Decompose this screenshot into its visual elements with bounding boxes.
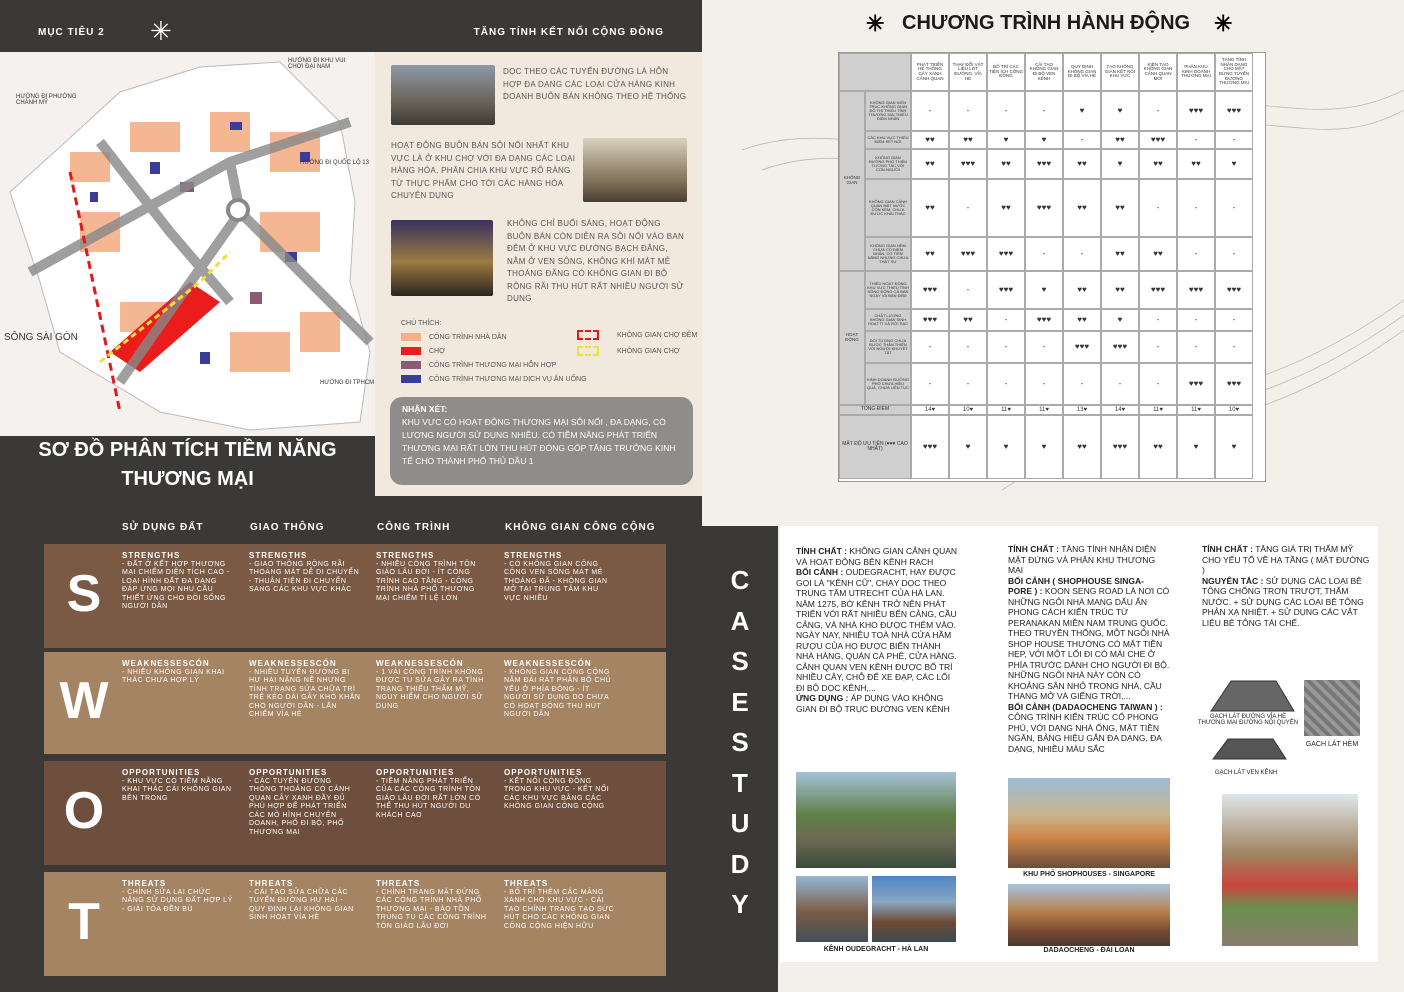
table-col-header: PHÂN KHU KINH DOANH THƯƠNG MẠI	[1177, 53, 1215, 91]
swot-cell-text: - CHÍNH SỬA LẠI CHỨC NĂNG SỬ DỤNG ĐẤT HỢP LÝ - GIẢI TỎA ĐỀN BÙ	[122, 888, 233, 913]
legend-swatch	[401, 347, 421, 355]
table-cell: ♥	[987, 131, 1025, 149]
swot-cell-heading: STRENGTHS	[504, 551, 563, 560]
swot-cell-text: - 1 VÀI CÔNG TRÌNH KHÔNG ĐƯỢC TU SỬA GÂY RA TÌNH TRẠNG THIẾU THẨM MỸ, NGUY HIỂM CHO NGƯỜI SỬ DỤNG	[376, 668, 484, 710]
swot-section	[0, 496, 778, 992]
table-cell: ♥♥♥	[987, 271, 1025, 309]
paving-1-drawing	[1206, 676, 1296, 716]
map-label-dai-nam: HƯỚNG ĐI KHU VUI CHƠI ĐẠI NAM	[288, 58, 346, 70]
table-cell: -	[987, 309, 1025, 331]
table-total-cell: 11♥	[1025, 405, 1063, 415]
swot-cell	[122, 880, 234, 914]
legend-item: CÔNG TRÌNH THƯƠNG MẠI DỊCH VỤ ĂN UỐNG	[401, 375, 701, 383]
table-cell: ♥♥♥	[949, 149, 987, 179]
table-cell: -	[949, 91, 987, 131]
swot-letter: T	[68, 893, 100, 951]
section-header-bar	[0, 0, 702, 52]
case-3-text: TÍNH CHẤT : TĂNG GIÁ TRỊ THẨM MỸ CHO YẾU TỐ VỀ HẠ TẦNG ( MẶT ĐƯỜNG ) NGUYÊN TẮC : SỬ DỤNG CÁC LOẠI BÊ TÔNG CHỐNG TRƠN TRƯỢT, THẤM NƯỚC. + SỬ DỤNG CÁC LOẠI BÊ TÔNG PHẢN XẠ NHIỆT. + SỬ DỤNG CÁC VẬT LIỆU BÊ TÔNG TÁI CHẾ.	[1202, 544, 1370, 628]
table-cell: -	[1177, 131, 1215, 149]
table-cell: ♥♥	[1177, 149, 1215, 179]
swot-cell-text: - BỐ TRÍ THÊM CÁC MẢNG XANH CHO KHU VỰC - CẢI TẠO CHỈNH TRANG TẠO SỨC HÚT CHO CÁC KHÔNG GIAN CÔNG CỘNG HIỆN HỮU	[504, 888, 615, 930]
swot-cell	[249, 769, 361, 837]
swot-cell-heading: WEAKNESSESCÓN	[504, 659, 592, 668]
table-cell: -	[911, 331, 949, 363]
swot-letter: W	[59, 672, 109, 730]
table-priority-cell: ♥♥	[1063, 415, 1101, 479]
case-2-caption-1: KHU PHỐ SHOPHOUSES - SINGAPORE	[1023, 871, 1155, 878]
swot-cell-heading: THREATS	[249, 879, 294, 888]
swot-band-s	[44, 544, 666, 648]
table-grid	[838, 52, 1266, 482]
swot-cell-text: - NHIỀU TUYẾN ĐƯỜNG BỊ HƯ HẠI NẶNG NỀ NHƯNG TÌNH TRẠNG SỬA CHỮA TRÌ TRỆ KÉO DÀI GÂY KHÓ KHĂN CHO NGƯỜI DÂN - LẤN CHIẾM VỈA HÈ	[249, 668, 361, 718]
table-cell: -	[1177, 309, 1215, 331]
table-total-cell: 11♥	[1139, 405, 1177, 415]
table-total-cell: 11♥	[1177, 405, 1215, 415]
swot-cell	[504, 552, 616, 603]
night-market-swatch	[577, 330, 599, 340]
table-total-cell: 10♥	[1215, 405, 1253, 415]
paving-caption-1: GẠCH LÁT ĐƯỜNG VỈA HÈ THƯƠNG MẠI ĐƯỜNG NỘI QUYỀN	[1197, 714, 1299, 726]
remark-box	[390, 397, 693, 485]
canal-photo-1	[796, 876, 868, 942]
paving-caption-2: GẠCH LÁT HÈM	[1305, 741, 1359, 748]
col-header: SỬ DỤNG ĐẤT	[122, 522, 204, 533]
swot-cell-heading: THREATS	[376, 879, 421, 888]
swot-cell-heading: STRENGTHS	[376, 551, 435, 560]
goal-label: MỤC TIÊU 2	[38, 27, 105, 38]
market-swatch	[577, 346, 599, 356]
table-cell: -	[1139, 331, 1177, 363]
table-cell: -	[1215, 309, 1253, 331]
table-cell: ♥	[1215, 149, 1253, 179]
table-cell: ♥♥♥	[1025, 179, 1063, 237]
table-cell: -	[949, 331, 987, 363]
table-priority-cell: ♥	[987, 415, 1025, 479]
table-col-header: TĂNG TÍNH NHẬN DẠNG CHO MẶT ĐỨNG TUYẾN ĐƯỜNG THƯƠNG MẠI	[1215, 53, 1253, 91]
legend-item: CÔNG TRÌNH THƯƠNG MẠI HỖN HỢP	[401, 361, 701, 369]
commerce-map	[0, 52, 375, 436]
table-cell: -	[911, 363, 949, 405]
table-cell: -	[987, 91, 1025, 131]
table-cell: ♥	[1101, 149, 1139, 179]
table-cell: -	[1025, 237, 1063, 271]
swot-cell-text: - GIAO THÔNG RỘNG RÃI THOÁNG MÁT DỄ DI CHUYỂN - THUẬN TIỆN ĐI CHUYỂN SANG CÁC KHU VỰC KHÁC	[249, 560, 360, 593]
table-total-cell: 14♥	[911, 405, 949, 415]
action-table	[838, 52, 1266, 482]
action-program-section	[702, 0, 1404, 526]
swot-cell-text: - KHU VỰC CÓ TIỀM NĂNG KHAI THÁC CÁI KHÔNG GIAN BÊN TRONG	[122, 777, 232, 802]
shophouse-photo	[1008, 778, 1170, 868]
case-2-caption-2: DADAOCHENG - ĐÀI LOAN	[1043, 947, 1135, 954]
swot-cell	[376, 660, 488, 711]
table-cell: -	[1215, 131, 1253, 149]
table-cell: ♥♥	[1063, 309, 1101, 331]
swot-cell	[376, 769, 488, 820]
table-cell: -	[1139, 179, 1177, 237]
table-cell: ♥♥	[949, 131, 987, 149]
table-cell: -	[1177, 179, 1215, 237]
swot-band-t	[44, 872, 666, 976]
table-cell: -	[1025, 363, 1063, 405]
table-cell: ♥♥♥	[911, 309, 949, 331]
swot-cell-text: - CÓ KHÔNG GIAN CÔNG CỘNG VEN SÔNG MÁT MẺ THOÁNG ĐÃ - KHÔNG GIAN MỞ TẠI TRUNG TÂM KHU VỰC NHIỀU	[504, 560, 608, 602]
paving-caption-3: GẠCH LÁT VEN KÊNH	[1214, 770, 1278, 776]
swot-band-o	[44, 761, 666, 865]
panel-text-1: DỌC THEO CÁC TUYẾN ĐƯỜNG LÀ HỖN HỢP ĐA DẠNG CÁC LOẠI CỬA HÀNG KINH DOANH BUÔN BÁN KHÔNG THEO HỆ THỐNG	[503, 67, 687, 101]
map-title: SƠ ĐỒ PHÂN TÍCH TIỀM NĂNG THƯƠNG MẠI	[0, 436, 375, 496]
table-cell: -	[1215, 331, 1253, 363]
table-col-header: BỐ TRÍ CÁC TIỆN ÍCH CỘNG ĐỒNG	[987, 53, 1025, 91]
table-col-header: PHÁT TRIỂN HỆ THỐNG CÂY XANH CẢNH QUAN	[911, 53, 949, 91]
swot-letter: S	[66, 565, 102, 623]
swot-cell	[249, 660, 361, 720]
table-row-label: CÁC KHU VỰC THIẾU ĐIỂM KẾT NỐI	[865, 131, 911, 149]
col-header: KHÔNG GIAN CÔNG CỘNG	[505, 522, 656, 533]
table-cell: -	[1215, 237, 1253, 271]
table-cell: ♥♥♥	[1025, 309, 1063, 331]
case-studies-card	[780, 526, 1378, 962]
table-cell: -	[949, 271, 987, 309]
case-study-vertical-title: CASESTUDY	[730, 565, 750, 919]
table-priority-cell: ♥♥♥	[1101, 415, 1139, 479]
legend-swatch	[401, 333, 421, 341]
table-cell: -	[1215, 179, 1253, 237]
map-label-river: SÔNG SÀI GÒN	[4, 332, 78, 343]
table-cell: -	[1063, 131, 1101, 149]
legend-item: CÔNG TRÌNH NHÀ DÂN	[401, 333, 701, 341]
map-label-chanh-my: HƯỚNG ĐI PHƯỜNG CHÁNH MỸ	[16, 94, 77, 106]
asterisk-icon: ✳	[1214, 11, 1233, 36]
swot-cell-heading: OPPORTUNITIES	[122, 768, 201, 777]
swot-cell-text: - CẢI TẠO SỬA CHỮA CÁC TUYẾN ĐƯỜNG HƯ HẠI - QUY ĐỊNH LẠI KHÔNG GIAN SINH HOẠT VỈA HÈ	[249, 888, 354, 921]
table-col-header: KIẾN TẠO KHÔNG GIAN CẢNH QUAN MỚI	[1139, 53, 1177, 91]
table-total-label: TỔNG ĐIỂM	[839, 405, 911, 415]
table-cell: -	[1101, 363, 1139, 405]
table-cell: -	[987, 331, 1025, 363]
swot-cell-heading: STRENGTHS	[249, 551, 308, 560]
table-cell: ♥♥♥	[1215, 363, 1253, 405]
goal-title: TĂNG TÍNH KẾT NỐI CỘNG ĐỒNG	[473, 27, 664, 38]
case-2-text: TÍNH CHẤT : TĂNG TÍNH NHẬN DIỆN MẶT ĐỨNG VÀ PHÂN KHU THƯƠNG MẠI BỐI CẢNH ( SHOPHOUSE SINGA- PORE ) : KOON SENG ROAD LÀ NƠI CÓ NHỮNG NGÔI NHÀ MANG DẤU ẤN PHONG CÁCH KIẾN TRÚC TỪ PERANAKAN MIỀN NAM TRUNG QUỐC. THEO TRUYỀN THỐNG, MỘT NGÔI NHÀ SHOP HOUSE THƯỜNG CÓ MẶT TIỀN HẸP, VỚI MỘT LỐI ĐI CÓ MÁI CHE Ở PHÍA TRƯỚC DÀNH CHO NGƯỜI ĐI BỘ. NHỮNG NGÔI NHÀ NÀY CÒN CÓ KHOẢNG SÂN NHỎ TRONG NHÀ, CẦU THANG MỞ VÀ GIẾNG TRỜI,... BỐI CẢNH (DADAOCHENG TAIWAN ) : CÔNG TRÌNH KIẾN TRÚC CỔ PHONG PHÚ, VỚI DẠNG NHÀ ỐNG, MẶT TIỀN NGĂN, BẢNG HIỆU GẮN ĐA DẠNG, ĐA DẠNG, NHIỀU MÀU SẮC	[1008, 544, 1170, 754]
table-cell: ♥♥♥	[987, 237, 1025, 271]
swot-cell	[122, 769, 234, 803]
table-cell: ♥♥♥	[911, 271, 949, 309]
swot-cell-heading: OPPORTUNITIES	[376, 768, 455, 777]
table-cell: ♥♥	[1101, 131, 1139, 149]
swot-cell	[504, 769, 616, 812]
table-cell: ♥♥	[1101, 179, 1139, 237]
legend-night-market: KHÔNG GIAN CHỢ ĐÊM	[577, 330, 697, 340]
table-row-label: CHẤT LƯỢNG KHÔNG GIAN SINH HOẠT ÍT VÀ RỜI RẠC	[865, 309, 911, 331]
col-header: GIAO THÔNG	[250, 522, 325, 533]
swot-cell-text: - ĐẤT Ở KẾT HỢP THƯƠNG MẠI CHIẾM DIỆN TÍCH CAO - LOẠI HÌNH ĐẤT ĐA DẠNG ĐÁP ỨNG MỌI NHU CẦU THIẾT ỨNG CHO ĐÔI SỐNG NGƯỜI DÂN	[122, 560, 230, 610]
panel-text-2: HOẠT ĐỘNG BUÔN BÁN SÔI NỔI NHẤT KHU VỰC LÀ Ở KHU CHỢ VỚI ĐA DẠNG CÁC LOẠI HÀNG HÓA, PHÂN CHIA KHU VỰC RÕ RÀNG TỪ THỰC PHẨM CHO TỚI CÁC HÀNG HÓA CHUYÊN DỤNG	[391, 141, 576, 200]
asterisk-icon: ✳	[150, 16, 172, 46]
table-cell: ♥♥♥	[1177, 363, 1215, 405]
legend-swatch	[401, 361, 421, 369]
table-cell: -	[911, 91, 949, 131]
table-col-header: TẠO KHÔNG GIAN KẾT NỐI KHU VỰC	[1101, 53, 1139, 91]
legend-market: KHÔNG GIAN CHỢ	[577, 346, 680, 356]
table-cell: ♥♥	[1063, 271, 1101, 309]
table-total-cell: 11♥	[987, 405, 1025, 415]
swot-cell-heading: WEAKNESSESCÓN	[376, 659, 464, 668]
table-group-label: HOẠT ĐỘNG	[839, 271, 865, 405]
table-cell: -	[949, 179, 987, 237]
table-cell: -	[1139, 363, 1177, 405]
table-cell: ♥♥	[1101, 271, 1139, 309]
swot-cell-text: - NHIỀU CÔNG TRÌNH TÔN GIÁO LÂU ĐỜI - ÍT CÔNG TRÌNH CAO TẦNG - CÔNG TRÌNH NHÀ PHỐ THƯƠNG MẠI CHIẾM TỈ LỆ LỚN	[376, 560, 476, 602]
swot-cell	[122, 552, 234, 612]
swot-band-w	[44, 652, 666, 754]
swot-cell-text: - KẾT NỐI CỘNG ĐỒNG TRONG KHU VỰC - KẾT NỐI CÁC KHU VỰC BẰNG CÁC KHÔNG GIAN CÔNG CỘNG	[504, 777, 610, 810]
action-title: CHƯƠNG TRÌNH HÀNH ĐỘNG	[902, 12, 1191, 34]
table-cell: -	[1025, 331, 1063, 363]
table-cell: ♥♥♥	[949, 237, 987, 271]
table-cell: ♥	[1025, 131, 1063, 149]
table-col-header: THAY ĐỔI VẬT LIỆU LÓT ĐƯỜNG, VỈA HÈ	[949, 53, 987, 91]
swot-cell-heading: WEAKNESSESCÓN	[249, 659, 337, 668]
table-row-label: KHÔNG GIAN CẢNH QUAN MẶT NƯỚC CÒN KÉM, CHƯA ĐƯỢC KHAI THÁC	[865, 179, 911, 237]
night-market-photo	[391, 220, 493, 296]
table-cell: ♥	[1063, 91, 1101, 131]
swot-cell-text: - NHIỀU KHÔNG GIAN KHAI THÁC CHƯA HỢP LÝ	[122, 668, 225, 684]
table-cell: ♥♥	[911, 237, 949, 271]
table-cell: ♥♥♥	[1215, 91, 1253, 131]
table-total-cell: 13♥	[1063, 405, 1101, 415]
swot-cell	[249, 552, 361, 595]
swot-cell-heading: STRENGTHS	[122, 551, 181, 560]
table-col-header: QUY ĐỊNH KHÔNG GIAN ĐI BỘ VỈA HÈ	[1063, 53, 1101, 91]
panel-text-3: KHÔNG CHỈ BUỔI SÁNG, HOẠT ĐỘNG BUÔN BÁN CÒN DIỄN RA SÔI NỔI VÀO BAN ĐÊM Ở KHU VỰC ĐƯỜNG BẠCH ĐẰNG, NẰM Ở VEN SÔNG, KHÔNG KHÍ MÁT MẺ THOÁNG ĐÃNG CÓ KHÔNG GIAN ĐI BỘ RỘNG RÃI THU HÚT RẤT NHIỀU NGƯỜI SỬ DỤNG	[507, 219, 685, 303]
table-cell: -	[1063, 363, 1101, 405]
paving-3-drawing	[1208, 734, 1288, 764]
table-cell: -	[1177, 237, 1215, 271]
table-cell: -	[949, 363, 987, 405]
table-cell: ♥♥♥	[1139, 271, 1177, 309]
table-row-label: KHÔNG GIAN HÈM CHƯA CÓ ĐIỂM NHẤN, CÓ TIỀM NĂNG NHƯNG CHƯA THẬT SỰ	[865, 237, 911, 271]
map-label-ql13: HƯỚNG ĐI QUỐC LỘ 13	[300, 160, 369, 166]
swot-cell	[504, 660, 616, 720]
table-cell: -	[1063, 237, 1101, 271]
table-cell: ♥♥	[911, 131, 949, 149]
swot-cell-heading: OPPORTUNITIES	[249, 768, 328, 777]
table-priority-cell: ♥	[1215, 415, 1253, 479]
table-cell: ♥♥	[987, 149, 1025, 179]
table-cell: ♥♥♥	[1025, 149, 1063, 179]
dadaocheng-photo	[1008, 884, 1170, 946]
table-total-cell: 14♥	[1101, 405, 1139, 415]
table-col-header: CẢI TẠO KHÔNG GIAN ĐI BỘ VEN KÊNH	[1025, 53, 1063, 91]
case-1-caption: KÊNH OUDEGRACHT - HÀ LAN	[823, 946, 929, 953]
table-cell: ♥♥♥	[1063, 331, 1101, 363]
table-cell: ♥♥	[949, 309, 987, 331]
table-corner	[839, 53, 911, 91]
table-cell: ♥♥♥	[1177, 271, 1215, 309]
case-studies	[778, 526, 1404, 992]
table-total-cell: 10♥	[949, 405, 987, 415]
swot-cell	[504, 880, 616, 931]
swot-cell	[122, 660, 234, 686]
swot-cell	[376, 880, 488, 931]
street-paving-photo	[1222, 794, 1358, 946]
table-cell: ♥♥	[1139, 149, 1177, 179]
table-cell: ♥	[1101, 309, 1139, 331]
swot-cell-text: - CÁC TUYẾN ĐƯỜNG THÔNG THOÁNG CÓ CẢNH QUAN CÂY XANH ĐẦY ĐỦ PHÙ HỢP ĐỂ PHÁT TRIỂN CÁC MÔ HÌNH CHUYÊN DOANH, PHỐ ĐI BỘ, PHỐ THƯƠNG MẠI	[249, 777, 351, 836]
table-cell: -	[1177, 331, 1215, 363]
swot-cell-heading: THREATS	[504, 879, 549, 888]
map-label-tphcm: HƯỚNG ĐI TPHCM	[320, 380, 375, 386]
map-drawing	[0, 52, 375, 436]
table-row-label: ĐỐI TƯỢNG CHƯA ĐƯỢC THÂN THIỆN VỚI NGƯỜI KHUYẾT TẬT	[865, 331, 911, 363]
table-cell: ♥♥	[1139, 237, 1177, 271]
table-cell: ♥♥	[987, 179, 1025, 237]
table-cell: ♥♥	[1063, 149, 1101, 179]
table-priority-cell: ♥	[949, 415, 987, 479]
swot-cell	[376, 552, 488, 603]
swot-cell-heading: WEAKNESSESCÓN	[122, 659, 210, 668]
table-cell: -	[1025, 91, 1063, 131]
col-header: CÔNG TRÌNH	[377, 522, 451, 533]
legend-item: CHỢ	[401, 347, 701, 355]
table-row-label: THIẾU HOẠT ĐỘNG KHU VỰC THIẾU TÍNH SÔNG ĐỘNG CẢ BAN NGÀY VÀ BAN ĐÊM	[865, 271, 911, 309]
table-cell: ♥♥	[1101, 237, 1139, 271]
table-priority-label: MẬT ĐỘ ƯU TIÊN (♥♥♥ CAO NHẤT)	[839, 415, 911, 479]
swot-cell-text: - CHỈNH TRANG MẶT ĐỨNG CÁC CÔNG TRÌNH NHÀ PHỐ THƯƠNG MẠI - BẢO TỒN TRÙNG TU CÁC CÔNG TRÌNH TÔN GIÁO LÂU ĐỜI	[376, 888, 487, 930]
remark-text: KHU VỰC CÓ HOẠT ĐỘNG THƯƠNG MẠI SÔI NỔI , ĐA DẠNG, CÓ LƯỢNG NGƯỜI SỬ DỤNG NHIỀU. CÓ TIỀM NĂNG PHÁT TRIỂN THƯƠNG MẠI RẤT LỚN THU HÚT ĐÓNG GÓP TĂNG TRƯỞNG KINH TẾ CHO THÀNH PHỐ THỦ DẦU 1	[402, 417, 676, 466]
table-cell: -	[987, 363, 1025, 405]
swot-cell-text: - KHÔNG GIAN CÔNG CỘNG NẰM ĐẢI RÁT PHÂN BỐ CHỦ YẾU Ở PHÍA ĐÔNG - ÍT NGƯỜI SỬ DỤNG DO CHƯA CÓ HOẠT ĐỘNG THU HÚT NGƯỜI DÂN	[504, 668, 612, 718]
case-1-text: TÍNH CHẤT : KHÔNG GIAN CẢNH QUAN VÀ HOẠT ĐỘNG BÊN KÊNH RẠCH BỐI CẢNH : OUDEGRACHT, HAY ĐƯỢC GỌI LÀ "KÊNH CŨ", CHẠY DỌC THEO TRUNG TÂM UTRECHT CỦA HÀ LAN. NĂM 1275, BỜ KÊNH TRỞ NÊN PHÁT TRIỂN VỚI RẤT NHIỀU BẾN CẢNG, CẦU CẢNG, VÀ NHÀ KHO ĐƯỢC THÊM VÀO. NGÀY NAY, NHIỀU TOÀ NHÀ CỬA HẦM RƯỢU CỦA HỌ ĐƯỢC BIẾN THÀNH NHÀ HÀNG, QUÁN CÀ PHÊ, CỬA HÀNG. CẢNH QUAN VEN KÊNH ĐƯỢC BỐ TRÍ NHIỀU CÂY, CHỖ ĐỂ XE ĐẠP, CÁC LỐI ĐI BỘ DỌC KÊNH,... ỨNG DỤNG : ÁP DỤNG VÀO KHÔNG GIAN ĐI BỘ TRỤC ĐƯỜNG VEN KÊNH	[796, 546, 958, 714]
table-cell: -	[1139, 91, 1177, 131]
swot-cell-heading: THREATS	[122, 879, 167, 888]
table-priority-cell: ♥	[1025, 415, 1063, 479]
table-row-label: KHÔNG GIAN ĐƯỜNG PHỐ THIẾU TƯƠNG TÁC VỚI CON NGƯỜI	[865, 149, 911, 179]
table-cell: ♥♥♥	[1101, 331, 1139, 363]
swot-cell-heading: OPPORTUNITIES	[504, 768, 583, 777]
swot-letter: O	[63, 782, 105, 840]
legend-swatch	[401, 375, 421, 383]
table-cell: ♥	[1025, 271, 1063, 309]
table-cell: ♥♥♥	[1177, 91, 1215, 131]
table-priority-cell: ♥♥	[1139, 415, 1177, 479]
table-cell: ♥	[1101, 91, 1139, 131]
asterisk-icon: ✳	[866, 11, 885, 36]
table-cell: ♥♥	[911, 149, 949, 179]
canal-photo-2	[872, 876, 956, 942]
swot-cell	[249, 880, 361, 923]
remark-title: NHẬN XÉT:	[402, 404, 448, 414]
table-row-label: KINH DOANH ĐƯỜNG PHỐ CHƯA HIỆU QUẢ, CHƯA LIÊN TỤC	[865, 363, 911, 405]
table-priority-cell: ♥♥♥	[911, 415, 949, 479]
market-photo	[583, 138, 687, 202]
street-photo	[391, 65, 495, 125]
table-group-label: KHÔNG GIAN	[839, 91, 865, 271]
table-cell: -	[1139, 309, 1177, 331]
table-row-label: KHÔNG GIAN KIẾN TRÚC KHÔNG GIAN ĐÔ THỊ THIẾU TÍNH THƯƠNG MẠI THIẾU ĐIỂM NHẤN	[865, 91, 911, 131]
legend-title: CHÚ THÍCH:	[401, 320, 442, 327]
paving-2-photo	[1304, 680, 1360, 736]
table-cell: ♥♥	[911, 179, 949, 237]
table-priority-cell: ♥	[1177, 415, 1215, 479]
oudegracht-photo	[796, 772, 956, 868]
table-cell: ♥♥♥	[1215, 271, 1253, 309]
table-cell: ♥♥♥	[1139, 131, 1177, 149]
swot-cell-text: - TIỀM NĂNG PHÁT TRIỂN CỦA CÁC CÔNG TRÌNH TÔN GIÁO LÂU ĐỜI RẤT LỚN CÓ THỂ THU HÚT NGƯỜI DU KHÁCH CAO	[376, 777, 481, 819]
table-cell: ♥♥	[1063, 179, 1101, 237]
